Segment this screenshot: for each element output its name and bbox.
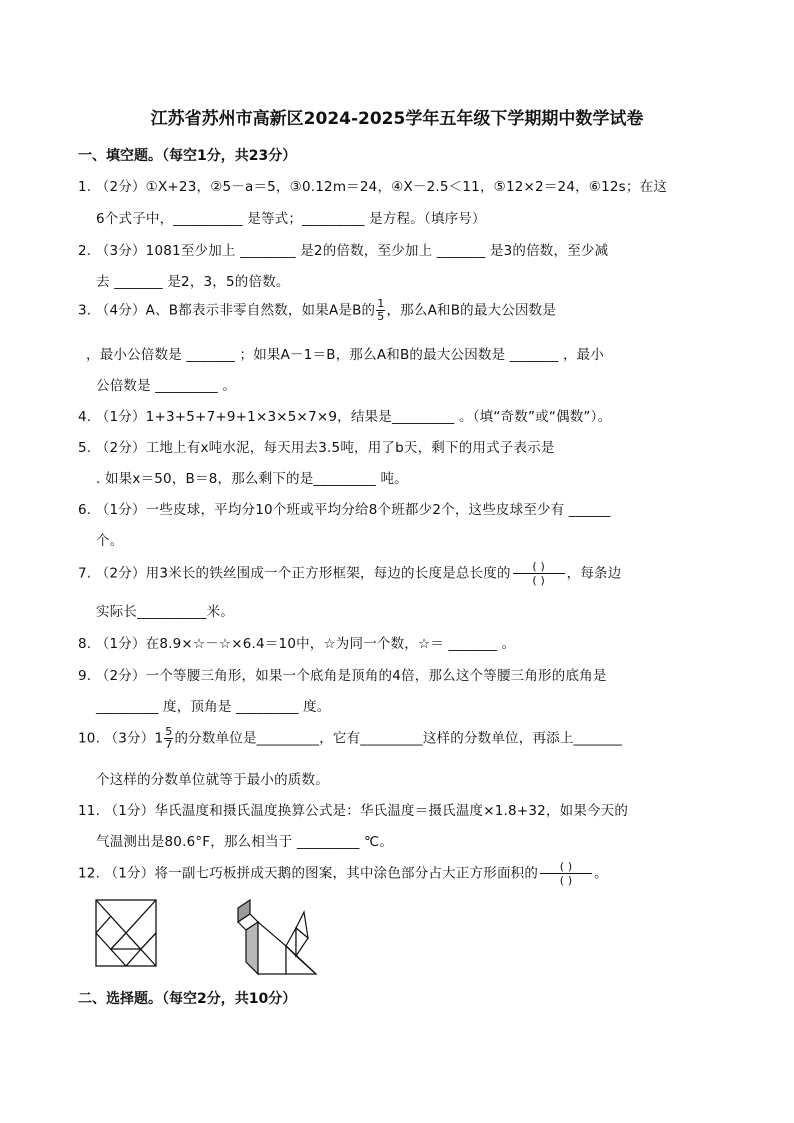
question-9-line-2: _________ 度，顶角是 _________ 度。 xyxy=(96,699,331,715)
question-7-line-2: 实际长__________米。 xyxy=(96,604,234,620)
question-3-line-1 xyxy=(78,298,556,323)
page-title: 江苏省苏州市高新区2024-2025学年五年级下学期期中数学试卷 xyxy=(150,109,644,129)
question-6-line-1: 6. （1分）一些皮球，平均分10个班或平均分给8个班都少2个，这些皮球至少有 ______ xyxy=(78,502,611,518)
section-1-heading: 一、填空题。（每空1分，共23分） xyxy=(78,148,297,164)
fraction-blank xyxy=(513,560,565,587)
question-3-line-3: 公倍数是 _________ 。 xyxy=(96,378,237,394)
mixed-number xyxy=(154,726,174,751)
fraction-numerator: 1 xyxy=(377,297,385,310)
section-2-heading: 二、选择题。（每空2分，共10分） xyxy=(78,991,297,1007)
question-5-line-2: . 如果x＝50，B＝8，那么剩下的是_________ 吨。 xyxy=(96,471,408,487)
mixed-number-fraction xyxy=(164,726,173,751)
question-9-line-1: 9. （2分）一个等腰三角形，如果一个底角是顶角的4倍，那么这个等腰三角形的底角是 xyxy=(78,668,607,684)
fraction-blank-numerator: ( ) xyxy=(540,860,592,874)
fraction-one-fifth xyxy=(376,298,385,323)
fraction-blank-denominator: ( ) xyxy=(559,874,573,887)
question-7-line-1 xyxy=(78,560,621,587)
question-12-text-post: 。 xyxy=(594,865,608,882)
question-12-line-1 xyxy=(78,860,608,887)
question-12-text-pre: 12. （1分）将一副七巧板拼成天鹅的图案，其中涂色部分占大正方形面积的 xyxy=(78,865,539,882)
question-7-text-post: ，每条边 xyxy=(566,565,622,582)
question-2-line-1: 2. （3分）1081至少加上 ________ 是2的倍数，至少加上 _______ 是3的倍数，至少减 xyxy=(78,243,609,259)
question-3-text-pre: 3. （4分）A、B都表示非零自然数，如果A是B的 xyxy=(78,302,376,319)
tangram-square-figure xyxy=(94,898,158,968)
fraction-blank-denominator: ( ) xyxy=(532,574,545,587)
fraction-denominator: 7 xyxy=(165,738,173,751)
fraction-numerator: 5 xyxy=(165,725,173,738)
question-11-line-2: 气温测出是80.6°F，那么相当于 _________ ℃。 xyxy=(96,834,394,850)
question-10-text-post: 的分数单位是_________，它有_________这样的分数单位，再添上_______ xyxy=(174,730,623,747)
question-8-line-1: 8. （1分）在8.9×☆－☆×6.4＝10中，☆为同一个数，☆＝ _______ 。 xyxy=(78,636,516,652)
question-4-line-1: 4. （1分）1+3+5+7+9+1×3×5×7×9，结果是_________ 。（填“奇数”或“偶数”）。 xyxy=(78,409,612,425)
question-3-line-2: ，最小公倍数是 _______ ；如果A－1＝B，那么A和B的最大公因数是 _______ ，最小 xyxy=(86,347,605,363)
question-10-text-pre: 10. （3分） xyxy=(78,730,155,747)
mixed-number-whole: 1 xyxy=(154,730,164,747)
question-2-line-2: 去 _______ 是2，3，5的倍数。 xyxy=(96,274,290,290)
question-3-text-post: ，那么A和B的最大公因数是 xyxy=(386,302,557,319)
tangram-swan-figure xyxy=(228,898,320,978)
fraction-blank-numerator: ( ) xyxy=(513,560,565,574)
question-11-line-1: 11. （1分）华氏温度和摄氏温度换算公式是：华氏温度＝摄氏温度×1.8+32，如果今天的 xyxy=(78,803,629,819)
question-5-line-1: 5. （2分）工地上有x吨水泥，每天用去3.5吨，用了b天，剩下的用式子表示是 xyxy=(78,440,555,456)
fraction-denominator: 5 xyxy=(377,310,385,323)
question-10-line-2: 个这样的分数单位就等于最小的质数。 xyxy=(96,772,329,788)
question-6-line-2: 个。 xyxy=(96,533,124,549)
question-1-line-2: 6个式子中，__________ 是等式；_________ 是方程。（填序号） xyxy=(96,211,486,227)
fraction-blank xyxy=(540,860,592,887)
question-7-text-pre: 7. （2分）用3米长的铁丝围成一个正方形框架，每边的长度是总长度的 xyxy=(78,565,511,582)
question-10-line-1 xyxy=(78,726,622,751)
question-1-line-1: 1. （2分）①X+23，②5－a＝5，③0.12m＝24，④X－2.5＜11，⑤12×2＝24，⑥12s；在这 xyxy=(78,179,668,195)
